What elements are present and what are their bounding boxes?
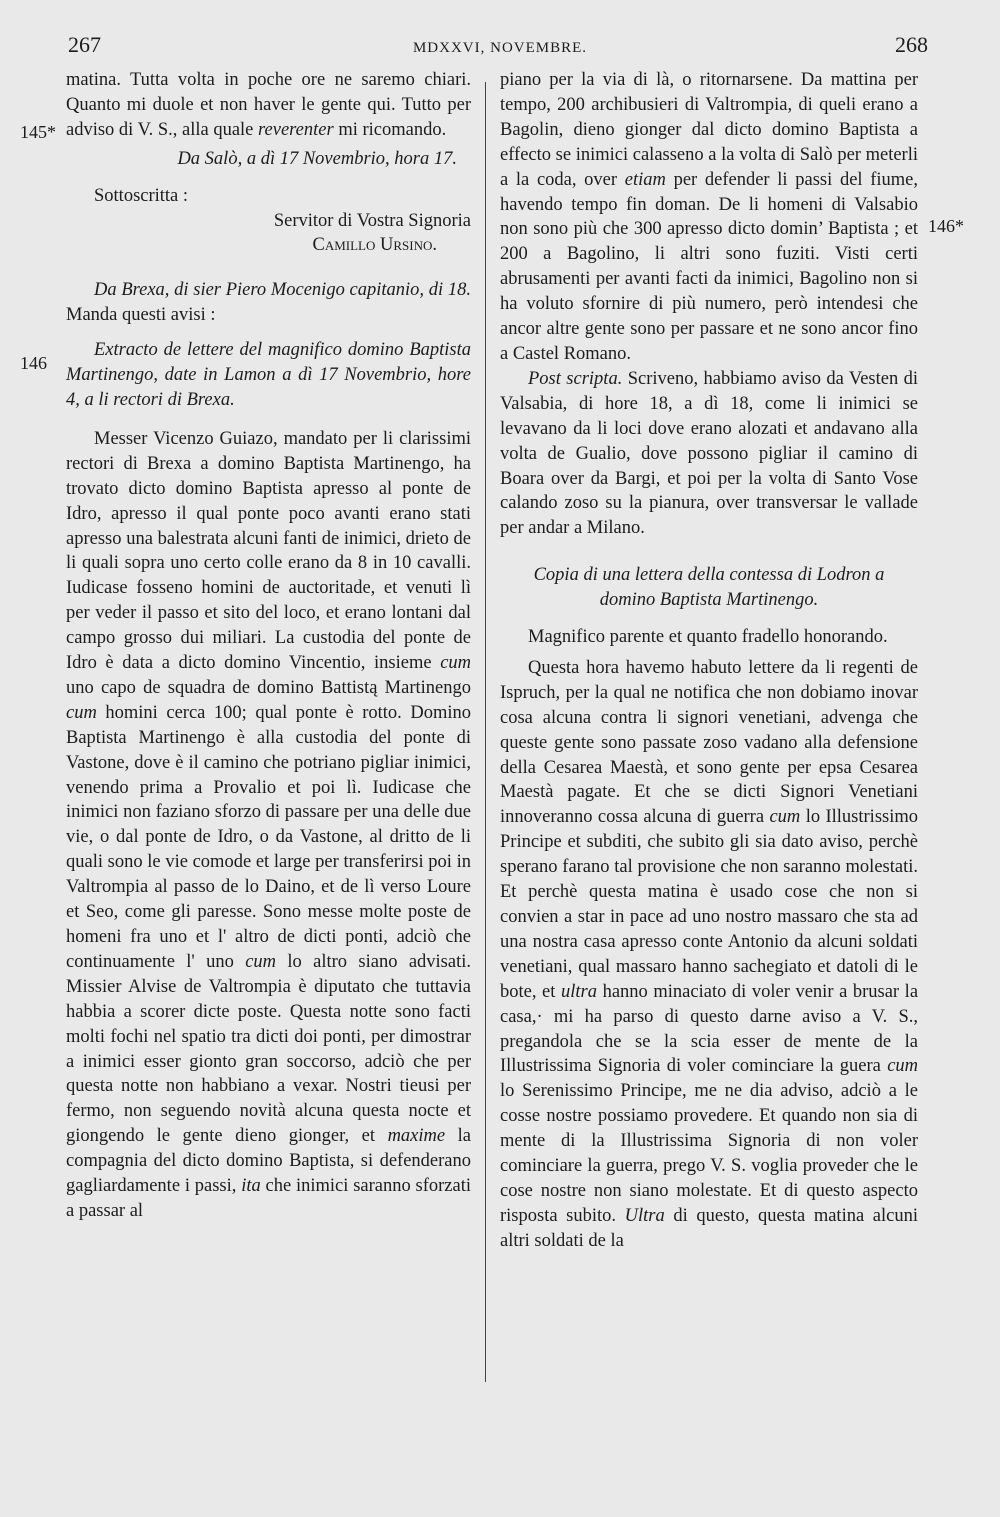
post-scripta: Post scripta. Scriveno, habbiamo aviso da Vesten di Valsabia, di hore 18, a dì 18, come li inimici se levavano da li loci dove erano alozati et andavano alla volta de Gualio, dove possono pigliar il camino di Boara over da Bargi, et poi per la volta di Santo Vose calando zoso su la pianura, over transversar le vallade per andar a Milano. bbox=[500, 368, 919, 539]
margin-note-145: 145* bbox=[20, 122, 56, 142]
right-page-number: 268 bbox=[895, 32, 928, 57]
left-page-number: 267 bbox=[68, 32, 101, 57]
paragraph: piano per la via di là, o ritornarsene. Da mattina per tempo, 200 archibusieri di Valtrompia, di queli erano a Bagolin, dieno gionger dal dicto domino Baptista a effecto se inimici calasseno a la volta di Salò per meterli a la coda, over etiam per defender li passi del fiume, havendo tempo fin doman. De li homeni di Valsabio non sono più che 300 apresso dicto domin’ Baptista ; et 200 a Bagolino, li altri sono fuziti. Visti certi abrusamenti per avanti facti da inimici, Bagolino non si ha voluto sfornire di più numero, però intendesi che ancor altre gente sono per passare et ne sono ancor fino a Castel Romano. bbox=[500, 70, 919, 364]
left-column bbox=[66, 68, 471, 1224]
copia-heading: Copia di una lettera della contessa di Lodron a domino Baptista Martinengo. bbox=[533, 565, 885, 611]
signature: Camillo Ursino. bbox=[312, 235, 437, 256]
salutation: Magnifico parente et quanto fradello honorando. bbox=[528, 627, 888, 648]
running-title: MDXXVI, NOVEMBRE. bbox=[412, 40, 588, 56]
margin-note-146: 146 bbox=[20, 353, 47, 373]
margin-note-146-star: 146* bbox=[928, 216, 964, 236]
brexa-heading: Da Brexa, di sier Piero Mocenigo capitanio, di 18. Manda questi avisi : bbox=[66, 280, 471, 326]
letter-body: Questa hora havemo habuto lettere da li regenti de Ispruch, per la qual ne notifica che non dobiamo inovar cosa alcuna contra li signori venetiani, advenga che queste gente sono passate zoso vadano alla defensione della Cesarea Maestà, et sono gente per epsa Cesarea Maestà pagate. Et che se dicti Signori Venetiani innoveranno cossa alcuna di guerra cum lo Illustrissimo Principe et subditi, che subito gli sia dato aviso, perchè sperano farano tal provisione che non saranno molestati. Et perchè questa matina è usado cose che non si convien a star in pace ad uno nostro massaro che sta ad una nostra casa apresso conte Antonio da alcuni soldati venetiani, qual massaro hanno sachegiato et datoli di le bote, et ultra hanno minaciato di voler venir a brusar la casa,· mi ha parso di questo darne aviso a V. S., pregandola che se la scia esser de mente de la Illustrissima Signoria di voler cominciare la guera cum lo Serenissimo Principe, me ne dia adviso, adciò a le cosse nostre possiamo provedere. Et quando non sia di mente di la Illustrissima Signoria di non voler cominciare la guerra, prego V. S. voglia proveder che le cose nostre non siano molestate. Et di questo aspecto risposta subito. Ultra di questo, questa matina alcuni altri soldati de la bbox=[500, 657, 919, 1251]
column-divider bbox=[485, 82, 486, 1382]
letter-body: Messer Vicenzo Guiazo, mandato per li clarissimi rectori di Brexa a domino Baptista Martinengo, ha trovato dicto domino Baptista apresso al ponte de Idro, apresso il qual ponte poco avanti erano stati apresso una balestrata alcuni fanti de inimici, drieto de li quali sopra uno certo colle erano da 8 in 10 cavalli. Iudicase fosseno homini de auctoritade, et venuti lì per veder il passo et sito del loco, et erano lontani dal campo grosso dui miliari. La custodia del ponte de Idro è data a dicto domino Vincentio, insieme cum uno capo de squadra de domino Battistą Martinengo cum homini cerca 100; qual ponte è rotto. Domino Baptista Martinengo è alla custodia del ponte di Vastone, dove è il camino che potriano pigliar inimici, venendo prima a Provalio et poi lì. Iudicase che inimici non faziano sforzo di passare per una delle due vie, o dal ponte de Idro, o da Vastone, al dritto de li quali sono le vie comode et large per transferirsi poi in Valtrompia al passo de lo Daino, et de lì verso Loure et Seo, come gli paresse. Sono messe molte poste de homeni fra uno et l' altro de dicti ponti, adciò che continuamente l' uno cum lo altro siano advisati. Missier Alvise de Valtrompia è diputato che tuttavia habbia a scorer dicte poste. Questa notte sono facti molti fochi nel spatio tra dicti doi ponti, per dimostrar a inimici esser gionto gran soccorso, adciò che per questa notte non habbiano a vexar. Nostri tieusi per fermo, non seguendo novità alcuna questa nocte et giongendo le gente dieno gionger, et maxime la compagnia del dicto domino Baptista, si defenderano gagliardamente i passi, ita che inimici saranno sforzati a passar al bbox=[66, 428, 472, 1221]
dateline: Da Salò, a dì 17 Novembrio, hora 17. bbox=[177, 148, 457, 169]
servitor-line: Servitor di Vostra Signoria bbox=[273, 210, 471, 231]
right-column bbox=[500, 68, 918, 1254]
paragraph: matina. Tutta volta in poche ore ne saremo chiari. Quanto mi duole et non haver le gente qui. Tutto per adviso di V. S., alla quale reverenter mi ricomando. bbox=[66, 70, 471, 140]
extracto-heading: Extracto de lettere del magnifico domino Baptista Martinengo, date in Lamon a dì 17 Novembrio, hore 4, a li rectori di Brexa. bbox=[66, 340, 471, 410]
sottoscritta: Sottoscritta : bbox=[94, 185, 189, 206]
emphasis: etiam bbox=[624, 169, 666, 190]
